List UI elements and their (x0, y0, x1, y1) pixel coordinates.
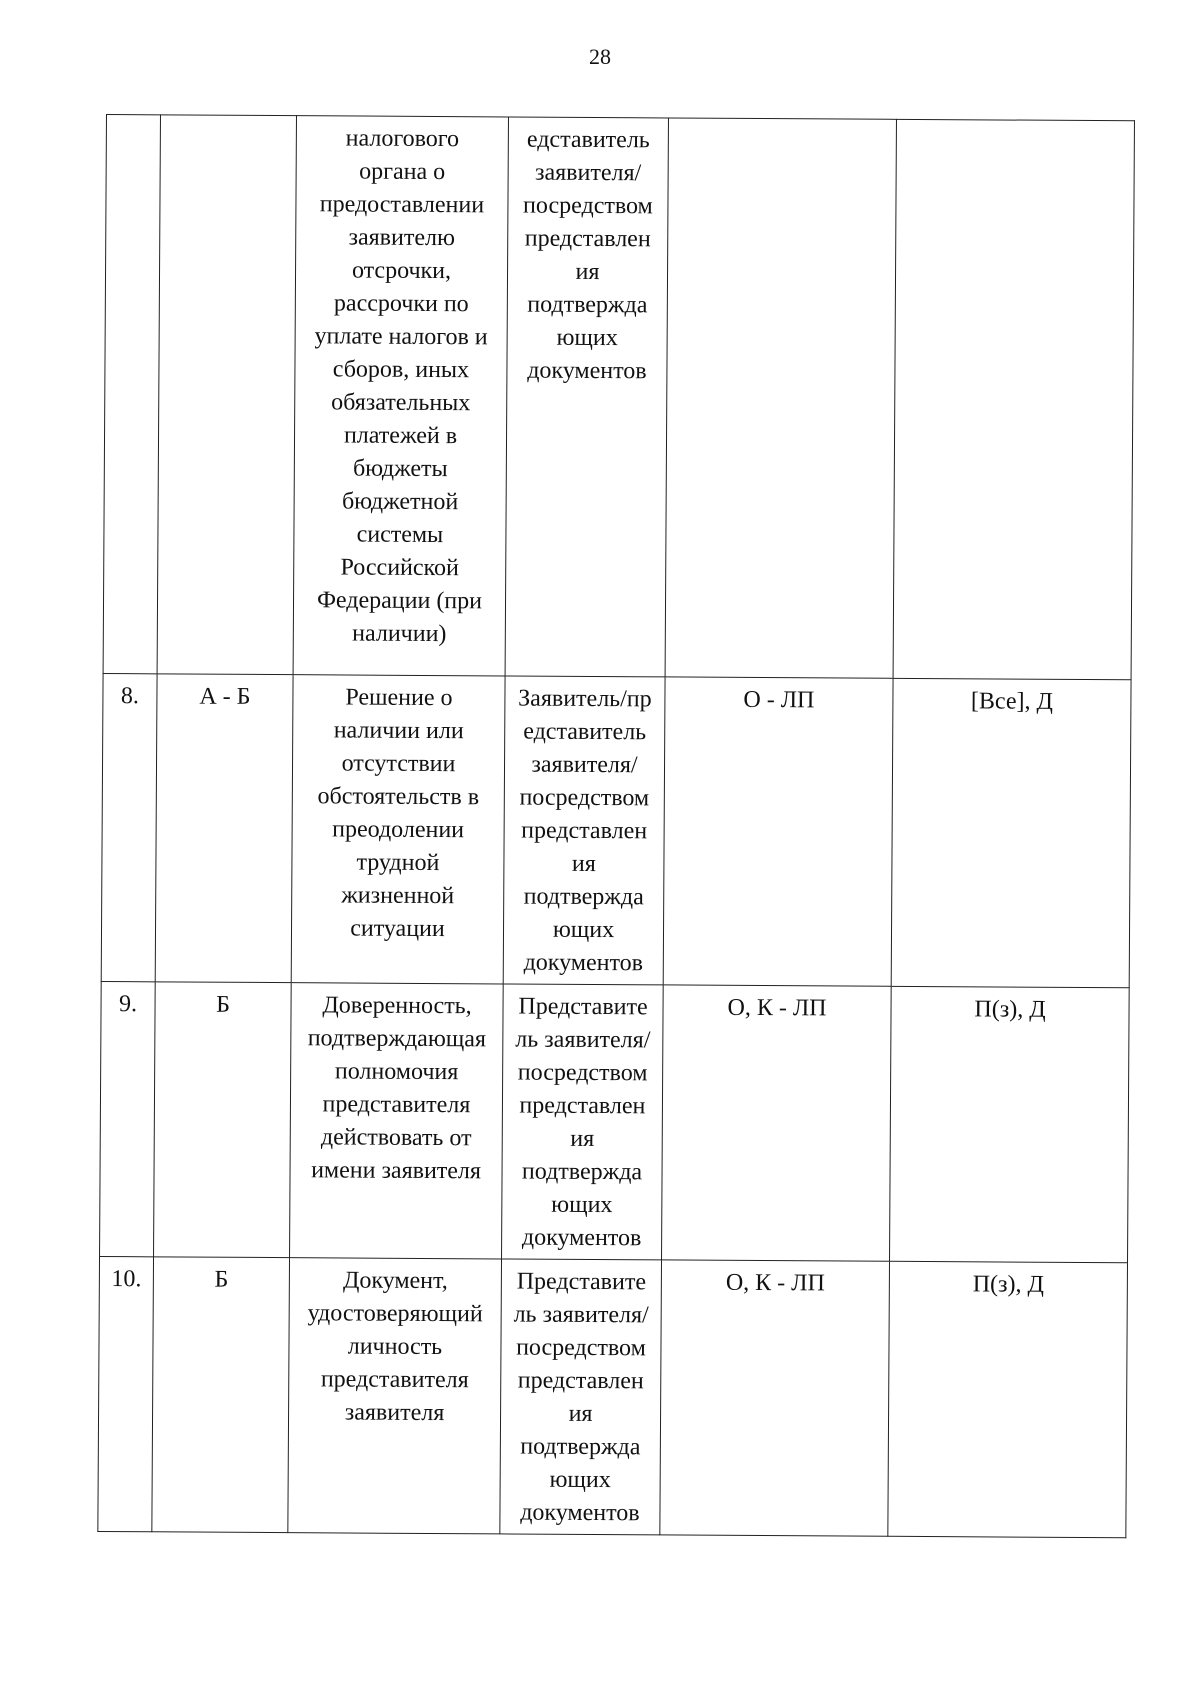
category-cell: А - Б (155, 674, 293, 983)
mode-cell (893, 119, 1134, 679)
documents-table (97, 114, 1135, 1538)
submitter-cell: Представите ль заявителя/ посредством представлен ия подтвержда ющих документов (500, 1259, 662, 1535)
form-cell: О, К - ЛП (660, 1260, 890, 1536)
form-cell: О - ЛП (663, 677, 893, 986)
document-name-cell: налогового органа о предоставлении заявителю отсрочки, рассрочки по уплате налогов и сборов, иных обязательных платежей в бюджеты бюджетной системы Российской Федерации (при наличии) (293, 116, 508, 676)
row-number-cell: 8. (101, 673, 157, 981)
row-number-cell: 10. (98, 1256, 154, 1531)
row-number-cell (103, 115, 160, 674)
table-row (103, 115, 1134, 680)
category-cell (157, 115, 296, 675)
form-cell: О, К - ЛП (662, 985, 892, 1261)
mode-cell: [Все], Д (891, 678, 1131, 987)
document-name-cell: Документ, удостоверяющий личность представителя заявителя (288, 1258, 502, 1534)
page-number: 28 (589, 44, 611, 69)
submitter-cell: Заявитель/пр едставитель заявителя/ посредством представлен ия подтвержда ющих документов (503, 676, 665, 985)
category-cell: Б (154, 982, 292, 1258)
mode-cell: П(з), Д (888, 1261, 1128, 1537)
form-cell (665, 118, 896, 678)
document-name-cell: Доверенность, подтверждающая полномочия представителя действовать от имени заявителя (290, 983, 504, 1259)
submitter-cell: едставитель заявителя/ посредством представлен ия подтвержда ющих документов (505, 117, 668, 677)
table-row (100, 981, 1130, 1262)
document-name-cell: Решение о наличии или отсутствии обстоятельств в преодолении трудной жизненной ситуации (291, 675, 505, 984)
mode-cell: П(з), Д (890, 986, 1130, 1262)
table-row (98, 1256, 1128, 1537)
table-row (101, 673, 1131, 987)
row-number-cell: 9. (100, 981, 156, 1256)
submitter-cell: Представите ль заявителя/ посредством представлен ия подтвержда ющих документов (502, 984, 664, 1260)
category-cell: Б (152, 1257, 290, 1533)
